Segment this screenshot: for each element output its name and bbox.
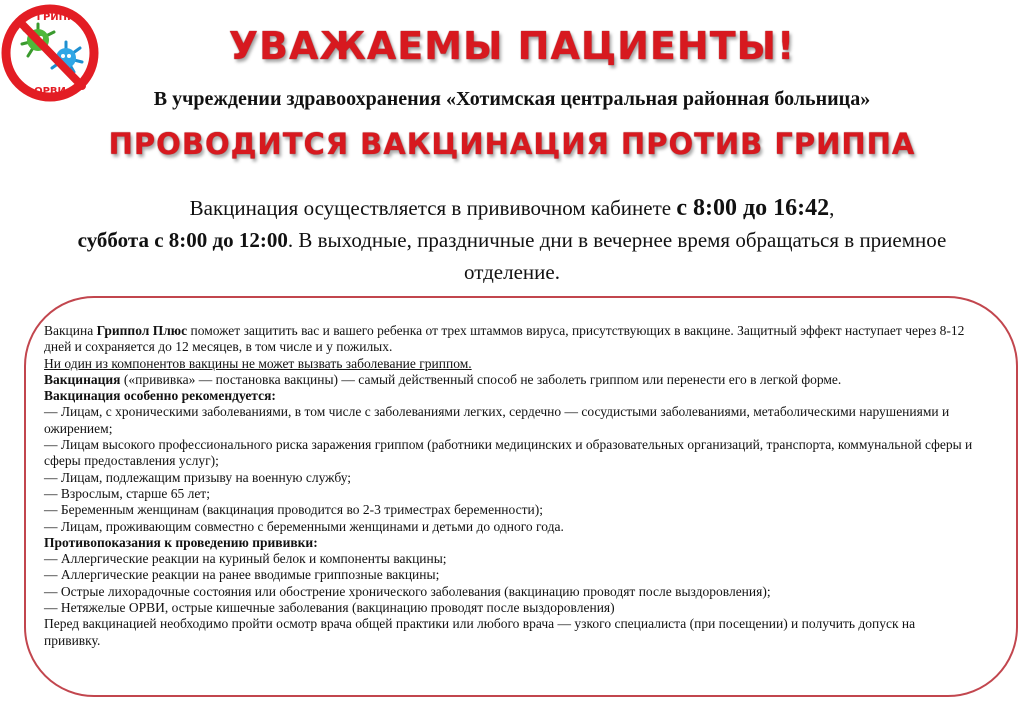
saturday-hours: суббота с 8:00 до 12:00	[77, 228, 288, 252]
logo-bottom-text: ОРВИ	[34, 86, 66, 97]
contraindications-heading	[44, 535, 994, 551]
recommended-item: — Беременным женщинам (вакцинация проводится во 2-3 триместрах беременности);	[44, 502, 543, 518]
safety-note	[44, 356, 994, 372]
logo-top-text: ГРИПП	[36, 12, 76, 23]
recommended-item: — Лицам, подлежащим призыву на военную службу;	[44, 469, 352, 485]
contraindication-item: — Острые лихорадочные состояния или обострение хронического заболевания (вакцинацию проводят после выздоровления);	[44, 583, 771, 599]
subheadline: ПРОВОДИТСЯ ВАКЦИНАЦИЯ ПРОТИВ ГРИППА	[108, 127, 916, 161]
recommended-item: — Лицам, проживающим совместно с беременными женщинами и детьми до одного года.	[44, 518, 564, 534]
schedule-text	[60, 192, 964, 288]
closing-note: Перед вакцинацией необходимо пройти осмотр врача общей практики или любого врача — узкого специалиста (при посещении) и получить допуск на прививку.	[44, 616, 916, 648]
vaccination-definition	[44, 372, 994, 388]
recommended-item: — Лицам, с хроническими заболеваниями, в том числе с заболеваниями легких, сердечно — сосудистыми заболеваниями, метаболическими нарушениями и ожирением;	[44, 404, 950, 436]
schedule-part1: Вакцинация осуществляется в прививочном кабинете	[189, 196, 677, 220]
vaccine-intro	[44, 323, 994, 356]
weekday-hours: с 8:00 до 16:42	[676, 195, 830, 221]
definition-term: Вакцинация	[44, 371, 121, 387]
schedule-part2: . В выходные, праздничные дни в вечернее время обращаться в приемное отделение.	[287, 228, 947, 284]
intro-prefix: Вакцина	[44, 323, 97, 338]
recommended-item: — Лицам высокого профессионального риска заражения гриппом (работники медицинских и образовательных организаций, транспорта, коммунальной сферы и сферы предоставления услуг);	[44, 437, 973, 469]
contra-heading-text: Противопоказания к проведению прививки:	[44, 534, 318, 550]
recommended-heading-text: Вакцинация особенно рекомендуется:	[44, 388, 276, 404]
contraindication-item: — Аллергические реакции на ранее вводимые гриппозные вакцины;	[44, 567, 440, 583]
schedule-comma: ,	[829, 196, 835, 220]
contraindication-item: — Нетяжелые ОРВИ, острые кишечные заболевания (вакцинацию проводят после выздоровления)	[44, 600, 615, 616]
vaccine-name: Гриппол Плюс	[96, 323, 188, 338]
definition-rest: («прививка» — постановка вакцины) — самый действенный способ не заболеть гриппом или перенести его в легкой форме.	[120, 371, 842, 387]
intro-rest: поможет защитить вас и вашего ребенка от трех штаммов вируса, присутствующих в вакцине. Защитный эффект наступает через 8-12 дней и сохраняется до 12 месяцев, в том числе и у пожилых.	[44, 323, 965, 355]
recommended-heading	[44, 388, 994, 404]
institution-line: В учреждении здравоохранения «Хотимская центральная районная больница»	[153, 88, 871, 110]
info-text	[44, 323, 994, 649]
contraindication-item: — Аллергические реакции на куриный белок и компоненты вакцины;	[44, 551, 447, 567]
recommended-item: — Взрослым, старше 65 лет;	[44, 485, 210, 501]
safety-note-text: Ни один из компонентов вакцины не может вызвать заболевание гриппом.	[44, 355, 472, 371]
headline: УВАЖАЕМЫ ПАЦИЕНТЫ!	[228, 24, 796, 68]
